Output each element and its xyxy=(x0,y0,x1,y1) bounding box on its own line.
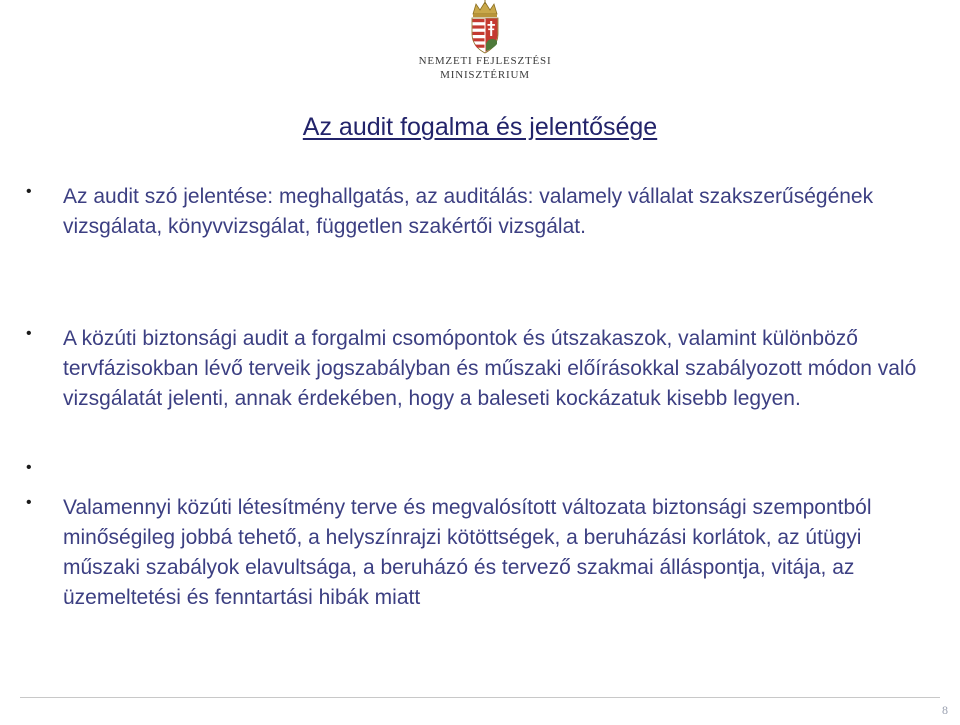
bullet-dot: • xyxy=(26,325,32,342)
bullet-item-facility-improvement: Valamennyi közúti létesítmény terve és megvalósított változata biztonsági szempontból minőségileg jobbá tehető, a helyszínrajzi kötöttségek, a beruházási korlátok, az útügyi műszaki szabályok elavultsága, a beruházó és tervező szakmai álláspontja, vitája, az üzemeltetési és fenntartási hibák miatt xyxy=(63,496,872,609)
bullet-item-audit-meaning: Az audit szó jelentése: meghallgatás, az auditálás: valamely vállalat szakszerűségének vizsgálata, könyvvizsgálat, független szakértői vizsgálat. xyxy=(63,185,874,238)
bullet-dot: • xyxy=(26,494,32,511)
logo-text-line1: NEMZETI FEJLESZTÉSI xyxy=(418,55,552,67)
logo-text-line2: MINISZTÉRIUM xyxy=(440,69,530,81)
footer-divider xyxy=(20,697,940,698)
page-number: 8 xyxy=(942,703,948,717)
slide-title: Az audit fogalma és jelentősége xyxy=(302,113,658,141)
ministry-logo xyxy=(405,0,565,100)
bullet-dot: • xyxy=(26,183,32,200)
bullet-dot: • xyxy=(26,459,32,476)
coat-of-arms-icon xyxy=(467,0,503,54)
bullet-item-road-safety-audit: A közúti biztonsági audit a forgalmi csomópontok és útszakaszok, valamint különböző tervfázisokban lévő terveik jogszabályban és műszaki előírásokkal szabályozott módon való vizsgálatát jelenti, annak érdekében, hogy a baleseti kockázatuk kisebb legyen. xyxy=(63,327,917,410)
